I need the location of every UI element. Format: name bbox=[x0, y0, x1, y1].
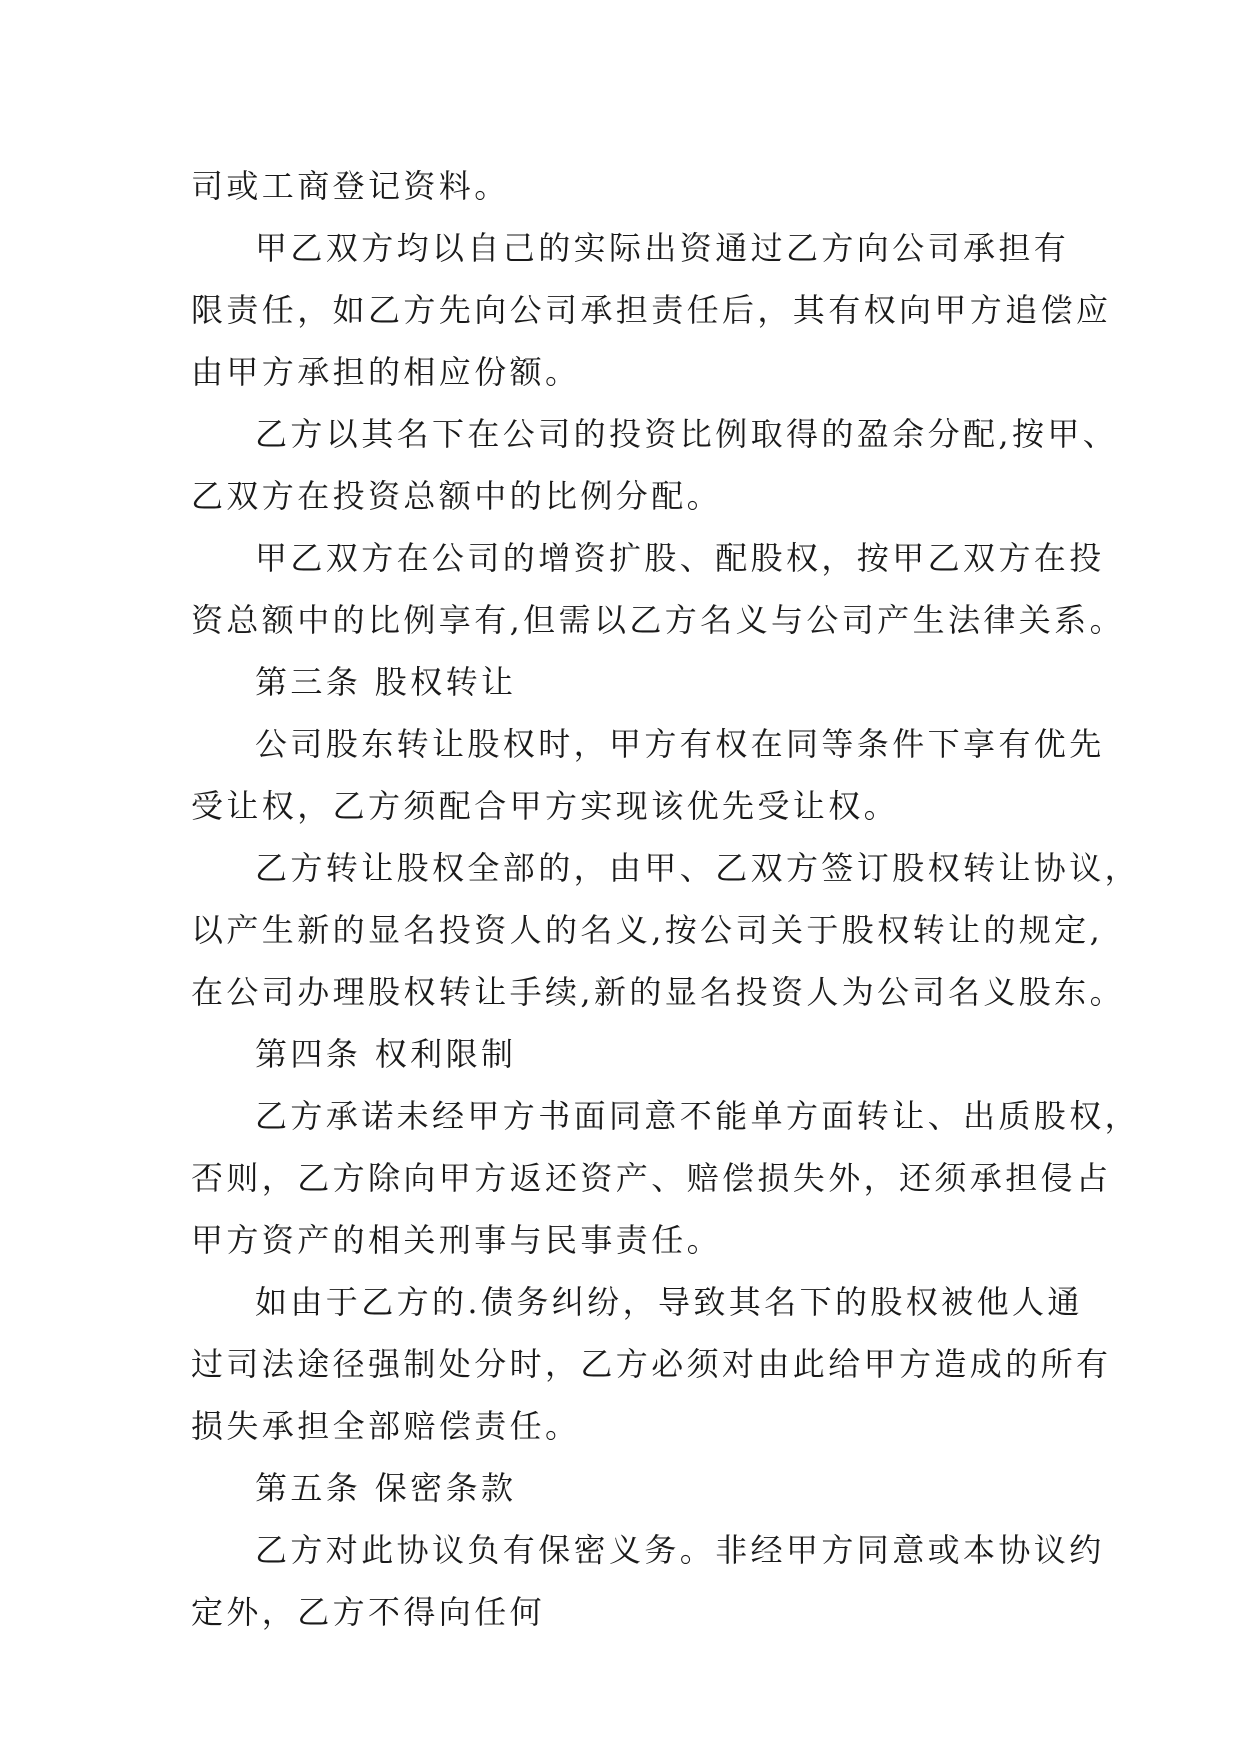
paragraph-line: 定外，乙方不得向任何 bbox=[191, 1593, 546, 1631]
paragraph-line: 资总额中的比例享有,但需以乙方名义与公司产生法律关系。 bbox=[191, 601, 1125, 639]
paragraph-line: 以产生新的显名投资人的名义,按公司关于股权转让的规定, bbox=[191, 911, 1104, 949]
paragraph-line: 受让权，乙方须配合甲方实现该优先受让权。 bbox=[191, 787, 900, 825]
section-heading: 第四条 权利限制 bbox=[255, 1035, 517, 1073]
paragraph-line: 乙方对此协议负有保密义务。非经甲方同意或本协议约 bbox=[255, 1531, 1105, 1569]
paragraph-line: 甲方资产的相关刑事与民事责任。 bbox=[191, 1221, 723, 1259]
document-body bbox=[191, 155, 1141, 1643]
paragraph-line: 由甲方承担的相应份额。 bbox=[191, 353, 581, 391]
paragraph-line: 乙方转让股权全部的，由甲、乙双方签订股权转让协议， bbox=[255, 849, 1141, 887]
section-heading: 第三条 股权转让 bbox=[255, 663, 517, 701]
paragraph-line: 乙双方在投资总额中的比例分配。 bbox=[191, 477, 723, 515]
paragraph-line: 如由于乙方的.债务纠纷，导致其名下的股权被他人通 bbox=[255, 1283, 1083, 1321]
paragraph-line: 甲乙双方均以自己的实际出资通过乙方向公司承担有 bbox=[255, 229, 1070, 267]
paragraph-line: 在公司办理股权转让手续,新的显名投资人为公司名义股东。 bbox=[191, 973, 1125, 1011]
paragraph-line: 公司股东转让股权时，甲方有权在同等条件下享有优先 bbox=[255, 725, 1105, 763]
paragraph-line: 乙方承诺未经甲方书面同意不能单方面转让、出质股权， bbox=[255, 1097, 1141, 1135]
section-heading: 第五条 保密条款 bbox=[255, 1469, 517, 1507]
paragraph-line: 损失承担全部赔偿责任。 bbox=[191, 1407, 581, 1445]
paragraph-line: 乙方以其名下在公司的投资比例取得的盈余分配,按甲、 bbox=[255, 415, 1119, 453]
paragraph-line: 限责任，如乙方先向公司承担责任后，其有权向甲方追偿应 bbox=[191, 291, 1112, 329]
paragraph-line: 司或工商登记资料。 bbox=[191, 167, 510, 205]
paragraph-line: 否则，乙方除向甲方返还资产、赔偿损失外，还须承担侵占 bbox=[191, 1159, 1112, 1197]
paragraph-line: 过司法途径强制处分时，乙方必须对由此给甲方造成的所有 bbox=[191, 1345, 1112, 1383]
paragraph-line: 甲乙双方在公司的增资扩股、配股权，按甲乙双方在投 bbox=[255, 539, 1105, 577]
